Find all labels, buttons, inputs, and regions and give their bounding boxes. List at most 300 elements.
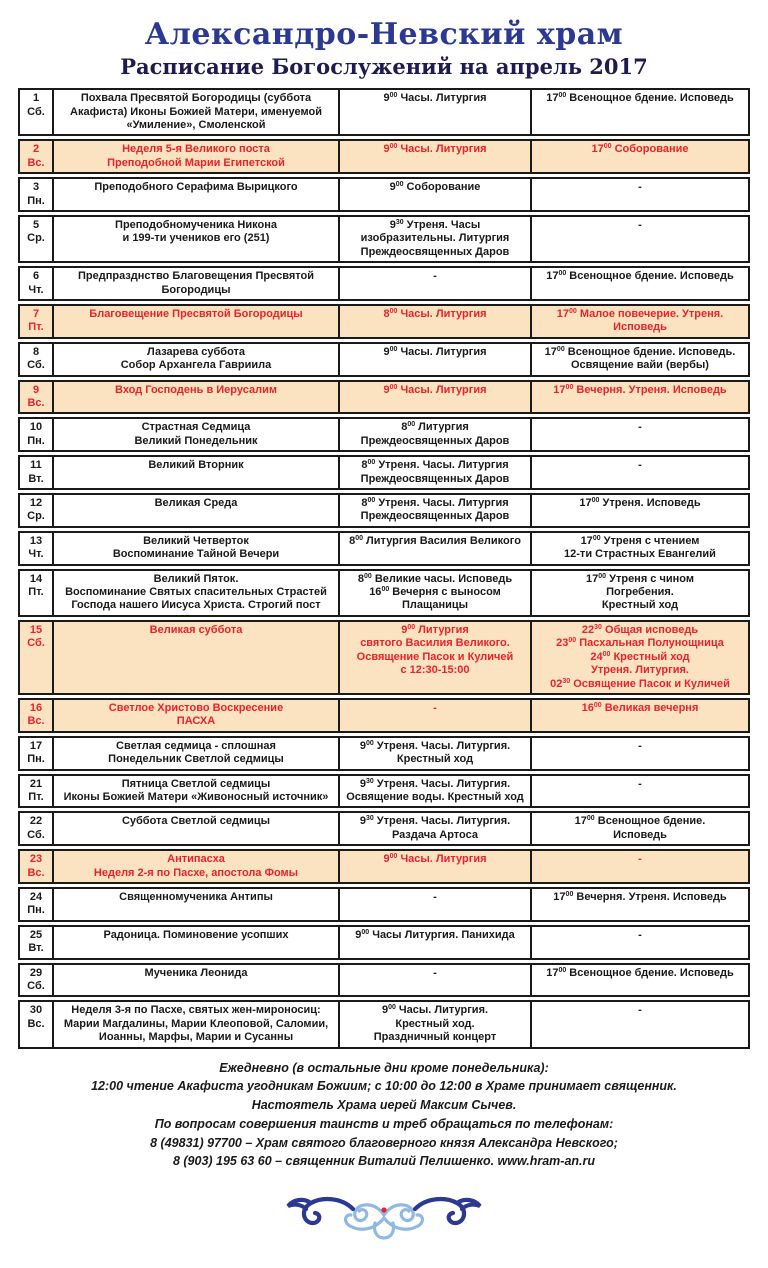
service-time: 23: [556, 637, 569, 650]
description-cell: [52, 179, 338, 210]
service-time: 8: [383, 307, 390, 320]
service-time-minutes: 00: [598, 572, 607, 580]
description-cell: [52, 268, 338, 299]
date-weekday: Сб.: [27, 359, 45, 372]
service-line: -: [433, 966, 437, 979]
date-cell: [20, 495, 52, 526]
date-cell: [20, 217, 52, 261]
service-time-minutes: 00: [558, 966, 567, 974]
description-line: Мученика Леонида: [144, 966, 248, 979]
description-line: Похвала Пресвятой Богородицы (суббота: [80, 92, 312, 105]
evening-service-cell: [530, 90, 748, 134]
service-line: с 12:30-15:00: [400, 664, 470, 677]
service-time: 9: [389, 181, 396, 194]
date-cell: [20, 141, 52, 172]
table-row: [18, 887, 750, 922]
date-number: 29: [29, 966, 43, 979]
service-time: 22: [581, 623, 595, 636]
service-time-minutes: 00: [388, 1004, 396, 1012]
description-cell: [52, 217, 338, 261]
description-cell: [52, 90, 338, 134]
service-line: Преждеосвященных Даров: [360, 245, 510, 258]
date-weekday: Пт.: [28, 321, 44, 334]
description-line: Предпразднство Благовещения Пресвятой: [78, 270, 314, 283]
service-time: 9: [383, 853, 390, 866]
date-weekday: Сб.: [27, 105, 45, 118]
service-line: Крестный ход: [601, 599, 679, 612]
service-time-minutes: 30: [395, 218, 404, 226]
service-text: Пасхальная Полунощница: [576, 637, 724, 650]
service-time: 17: [546, 966, 559, 979]
service-time: 8: [361, 459, 368, 472]
service-text: Утреня. Часы. Литургия.: [373, 739, 511, 752]
service-line: [344, 815, 526, 828]
service-time: 17: [579, 497, 592, 510]
service-time: 9: [383, 143, 390, 156]
date-cell: [20, 965, 52, 996]
date-cell: [20, 179, 52, 210]
ornament-flourish-icon: [279, 1193, 489, 1243]
service-line: [536, 891, 744, 904]
evening-service-cell: [530, 179, 748, 210]
service-line: -: [433, 701, 437, 714]
service-time: 9: [359, 739, 366, 752]
service-line: [344, 497, 526, 510]
service-text: Освящение Пасок и Куличей: [570, 677, 730, 690]
service-line: [344, 421, 526, 434]
service-time: 17: [544, 345, 557, 358]
service-line: [344, 219, 526, 232]
description-cell: [52, 141, 338, 172]
date-cell: [20, 382, 52, 413]
evening-service-cell: [530, 700, 748, 731]
service-time-minutes: 00: [407, 623, 416, 631]
service-text: Литургия: [415, 623, 469, 636]
service-line: -: [638, 181, 642, 194]
service-time-minutes: 00: [569, 307, 577, 315]
service-text: Утреня с чином: [606, 572, 694, 585]
morning-service-cell: [338, 776, 530, 807]
date-number: 5: [32, 218, 40, 231]
evening-service-cell: [530, 268, 748, 299]
morning-service-cell: [338, 851, 530, 882]
morning-service-cell: [338, 179, 530, 210]
service-text: Утреня. Часы. Литургия: [375, 459, 509, 472]
description-line: Богородицы: [161, 283, 231, 296]
table-row: [18, 139, 750, 174]
service-line: Преждеосвященных Даров: [360, 510, 510, 523]
morning-service-cell: [338, 217, 530, 261]
service-time-minutes: 00: [558, 270, 567, 278]
morning-service-cell: [338, 268, 530, 299]
table-row: [18, 88, 750, 136]
service-line: [344, 778, 526, 791]
evening-service-cell: [530, 457, 748, 488]
service-line: [344, 929, 526, 942]
morning-service-cell: [338, 495, 530, 526]
description-line: Великий Вторник: [148, 459, 244, 472]
service-line: [536, 308, 744, 321]
service-line: [344, 181, 526, 194]
description-line: Воспоминание Тайной Вечери: [112, 548, 280, 561]
description-cell: [52, 889, 338, 920]
service-line: Крестный ход: [396, 753, 474, 766]
evening-service-cell: [530, 738, 748, 769]
description-cell: [52, 457, 338, 488]
service-text: Литургия: [415, 421, 469, 434]
service-time: 17: [586, 572, 599, 585]
table-row: [18, 620, 750, 695]
date-number: 3: [32, 181, 40, 194]
footer-line: 8 (49831) 97700 – Храм святого благоверного князя Александра Невского;: [150, 1135, 618, 1150]
service-time-minutes: 00: [407, 421, 416, 429]
date-number: 6: [32, 270, 40, 283]
service-line: Освящение воды. Крестный ход: [346, 790, 524, 803]
description-line: Неделя 3-я по Пасхе, святых жен-мироносиц:: [71, 1004, 321, 1017]
date-number: 17: [29, 739, 43, 752]
date-cell: [20, 457, 52, 488]
description-cell: [52, 927, 338, 958]
description-line: Суббота Светлой седмицы: [121, 815, 271, 828]
evening-service-cell: [530, 419, 748, 450]
service-line: [344, 740, 526, 753]
table-row: [18, 177, 750, 212]
morning-service-cell: [338, 533, 530, 564]
date-number: 12: [29, 497, 43, 510]
footer-line: 12:00 чтение Акафиста угодникам Божиим; с 10:00 до 12:00 в Храме принимает священник.: [91, 1079, 677, 1094]
table-row: [18, 493, 750, 528]
service-line: [536, 92, 744, 105]
table-row: [18, 417, 750, 452]
service-line: -: [638, 777, 642, 790]
date-number: 14: [29, 572, 43, 585]
morning-service-cell: [338, 382, 530, 413]
description-cell: [52, 306, 338, 337]
date-weekday: Пн.: [27, 434, 45, 447]
service-line: [536, 678, 744, 691]
service-time-minutes: 00: [395, 181, 404, 189]
table-row: [18, 925, 750, 960]
service-text: Вечерня. Утреня. Исповедь: [573, 890, 727, 903]
service-line: Преждеосвященных Даров: [360, 434, 510, 447]
description-cell: [52, 851, 338, 882]
description-line: Пятница Светлой седмицы: [121, 777, 271, 790]
service-time-minutes: 00: [602, 650, 611, 658]
table-row: [18, 736, 750, 771]
service-text: Великая вечерня: [601, 701, 699, 714]
service-text: Соборование: [403, 181, 481, 194]
service-time-minutes: 30: [365, 777, 374, 785]
description-line: Понедельник Светлой седмицы: [108, 753, 284, 766]
evening-service-cell: [530, 965, 748, 996]
footer-line: По вопросам совершения таинств и треб обращаться по телефонам:: [154, 1116, 614, 1131]
service-text: Всенощное бдение. Исповедь.: [564, 345, 736, 358]
date-weekday: Сб.: [27, 980, 45, 992]
description-line: Лазарева суббота: [146, 345, 246, 358]
evening-service-cell: [530, 927, 748, 958]
description-line: Вход Господень в Иерусалим: [115, 383, 277, 396]
service-line: Освящение Пасок и Куличей: [356, 650, 514, 663]
service-text: Общая исповедь: [601, 623, 699, 636]
footer-ornament: [0, 1193, 768, 1248]
date-number: 30: [29, 1004, 43, 1017]
service-time: 17: [580, 534, 593, 547]
service-time-minutes: 00: [603, 143, 612, 151]
service-line: [344, 143, 526, 156]
date-number: 24: [29, 890, 43, 903]
service-time-minutes: 00: [381, 586, 390, 594]
service-text: Утреня с чтением: [600, 534, 700, 547]
date-cell: [20, 90, 52, 134]
service-time-minutes: 00: [389, 143, 398, 151]
description-line: Иконы Божией Матери «Живоносный источник»: [63, 790, 329, 803]
service-time-minutes: 00: [556, 345, 565, 353]
service-text: Всенощное бдение. Исповедь: [566, 966, 734, 979]
service-time-minutes: 00: [355, 534, 363, 542]
description-line: Великая Среда: [154, 497, 238, 510]
description-cell: [52, 382, 338, 413]
date-number: 8: [32, 345, 40, 358]
date-weekday: Пн.: [27, 904, 45, 917]
date-cell: [20, 889, 52, 920]
evening-service-cell: [530, 382, 748, 413]
date-cell: [20, 813, 52, 844]
service-line: [536, 702, 744, 715]
service-time-minutes: 00: [364, 572, 372, 580]
morning-service-cell: [338, 419, 530, 450]
description-line: Господа нашего Иисуса Христа. Строгий пост: [71, 599, 321, 612]
schedule-table: [18, 88, 750, 1049]
description-line: Светлая седмица - сплошная: [116, 739, 276, 752]
morning-service-cell: [338, 457, 530, 488]
service-line: [536, 637, 744, 650]
date-weekday: Сб.: [27, 637, 45, 650]
evening-service-cell: [530, 217, 748, 261]
service-line: -: [433, 270, 437, 283]
service-line: Освящение вайи (вербы): [571, 359, 709, 372]
service-text: Вечерня. Утреня. Исповедь: [573, 383, 727, 396]
service-time-minutes: 00: [568, 637, 577, 645]
morning-service-cell: [338, 927, 530, 958]
page-title: Александро-Невский храм: [144, 17, 624, 52]
footer-notes: [0, 1059, 768, 1172]
service-line: Преждеосвященных Даров: [360, 472, 510, 485]
morning-service-cell: [338, 700, 530, 731]
service-line: изобразительны. Литургия: [360, 232, 510, 245]
service-line: Плащаницы: [401, 599, 469, 612]
date-weekday: Вс.: [27, 397, 45, 409]
date-cell: [20, 344, 52, 375]
service-text: Утреня. Исповедь: [599, 497, 701, 510]
date-weekday: Пн.: [27, 194, 45, 207]
date-number: 13: [29, 534, 43, 547]
table-row: [18, 266, 750, 301]
morning-service-cell: [338, 813, 530, 844]
evening-service-cell: [530, 1002, 748, 1046]
service-line: [344, 586, 526, 599]
service-text: Всенощное бдение.: [594, 815, 706, 828]
evening-service-cell: [530, 889, 748, 920]
date-weekday: Пн.: [27, 753, 45, 766]
service-line: -: [638, 218, 642, 231]
service-time: 9: [401, 623, 408, 636]
service-time: 16: [581, 701, 594, 714]
morning-service-cell: [338, 965, 530, 996]
date-number: 7: [32, 307, 40, 320]
service-line: [536, 624, 744, 637]
description-line: Великая суббота: [149, 623, 243, 636]
date-weekday: Вс.: [27, 715, 45, 728]
service-time-minutes: 00: [389, 345, 398, 353]
description-cell: [52, 495, 338, 526]
service-time-minutes: 00: [367, 497, 376, 505]
date-number: 23: [29, 853, 43, 866]
service-time: 17: [546, 92, 559, 105]
service-time: 17: [546, 270, 559, 283]
service-time-minutes: 00: [389, 92, 398, 100]
evening-service-cell: [530, 141, 748, 172]
service-line: [536, 535, 744, 548]
service-text: Утреня. Часы. Литургия.: [373, 815, 511, 828]
description-line: Преподобномученика Никона: [115, 218, 277, 231]
service-time: 8: [357, 572, 364, 585]
morning-service-cell: [338, 889, 530, 920]
date-weekday: Чт.: [28, 283, 44, 296]
service-line: Праздничный концерт: [373, 1031, 497, 1044]
service-text: Часы. Литургия: [397, 143, 487, 156]
morning-service-cell: [338, 622, 530, 693]
service-time: 9: [383, 383, 390, 396]
service-time-minutes: 00: [365, 739, 374, 747]
service-line: [536, 497, 744, 510]
service-text: Великие часы. Исповедь: [371, 572, 513, 585]
morning-service-cell: [338, 306, 530, 337]
date-number: 9: [32, 383, 40, 396]
description-line: Страстная Седмица: [141, 421, 251, 434]
service-line: Погребения.: [606, 586, 674, 599]
service-text: Соборование: [611, 143, 689, 156]
service-line: -: [638, 853, 642, 866]
date-number: 16: [29, 701, 43, 714]
date-cell: [20, 533, 52, 564]
service-line: Исповедь: [613, 321, 667, 334]
morning-service-cell: [338, 344, 530, 375]
description-line: Великий Четверток: [143, 534, 249, 547]
evening-service-cell: [530, 533, 748, 564]
description-line: Воспоминание Святых спасительных Страстей: [65, 586, 327, 599]
service-text: Часы. Литургия: [397, 383, 487, 396]
description-line: Радоница. Поминовение усопших: [103, 928, 289, 941]
description-cell: [52, 965, 338, 996]
description-cell: [52, 571, 338, 615]
date-weekday: Вс.: [27, 866, 45, 879]
service-text: Утреня. Часы. Литургия: [375, 497, 509, 510]
date-weekday: Вт.: [28, 472, 44, 485]
description-cell: [52, 776, 338, 807]
date-cell: [20, 738, 52, 769]
date-weekday: Вс.: [27, 156, 45, 169]
date-weekday: Сб.: [27, 828, 45, 841]
morning-service-cell: [338, 571, 530, 615]
service-time-minutes: 00: [591, 497, 600, 505]
service-line: [344, 573, 526, 586]
date-cell: [20, 851, 52, 882]
evening-service-cell: [530, 776, 748, 807]
service-time: 9: [383, 345, 390, 358]
description-line: Иоанны, Марфы, Марии и Сусанны: [98, 1031, 294, 1044]
service-time-minutes: 30: [594, 623, 602, 631]
service-line: [344, 346, 526, 359]
service-text: Часы. Литургия: [397, 853, 487, 866]
service-time: 17: [553, 890, 566, 903]
date-number: 21: [29, 777, 43, 790]
service-time: 02: [550, 677, 563, 690]
service-line: 12-ти Страстных Евангелий: [564, 548, 716, 561]
date-weekday: Ср.: [27, 232, 45, 245]
description-cell: [52, 738, 338, 769]
page-subtitle: Расписание Богослужений на апрель 2017: [120, 54, 648, 79]
date-cell: [20, 622, 52, 693]
service-line: Исповедь: [613, 828, 667, 841]
service-line: [536, 270, 744, 283]
table-row: [18, 774, 750, 809]
service-time-minutes: 00: [367, 459, 376, 467]
service-text: Малое повечерие. Утреня.: [576, 307, 724, 320]
service-text: Часы. Литургия: [397, 345, 487, 358]
date-number: 25: [29, 928, 43, 941]
service-time: 17: [591, 143, 604, 156]
service-time: 9: [359, 815, 366, 828]
service-text: Всенощное бдение. Исповедь: [566, 92, 734, 105]
date-weekday: Пт.: [28, 586, 44, 599]
evening-service-cell: [530, 571, 748, 615]
footer-line: Ежедневно (в остальные дни кроме понедельника):: [219, 1060, 549, 1075]
service-line: -: [433, 890, 437, 903]
morning-service-cell: [338, 90, 530, 134]
service-text: Литургия Василия Великого: [363, 534, 521, 547]
footer-line: 8 (903) 195 63 60 – священник Виталий Пелишенко. www.hram-an.ru: [172, 1154, 596, 1169]
service-time-minutes: 00: [586, 815, 595, 823]
morning-service-cell: [338, 738, 530, 769]
description-cell: [52, 419, 338, 450]
service-time-minutes: 00: [592, 534, 601, 542]
date-cell: [20, 776, 52, 807]
service-line: [536, 815, 744, 828]
service-line: -: [638, 1004, 642, 1017]
table-row: [18, 531, 750, 566]
date-weekday: Ср.: [27, 510, 45, 523]
service-line: [536, 573, 744, 586]
service-line: [344, 384, 526, 397]
description-line: Священномученика Антипы: [119, 890, 273, 903]
service-time: 8: [361, 497, 368, 510]
service-line: -: [638, 739, 642, 752]
service-time: 8: [349, 534, 356, 547]
service-text: Крестный ход: [610, 650, 690, 663]
service-time: 17: [556, 307, 569, 320]
date-cell: [20, 700, 52, 731]
service-time-minutes: 00: [593, 701, 602, 709]
evening-service-cell: [530, 851, 748, 882]
date-number: 11: [30, 459, 42, 472]
service-line: [536, 384, 744, 397]
service-time: 9: [381, 1004, 389, 1017]
table-row: [18, 342, 750, 377]
description-line: Неделя 2-я по Пасхе, апостола Фомы: [93, 866, 299, 879]
date-cell: [20, 927, 52, 958]
description-line: ПАСХА: [176, 715, 216, 728]
morning-service-cell: [338, 1002, 530, 1046]
